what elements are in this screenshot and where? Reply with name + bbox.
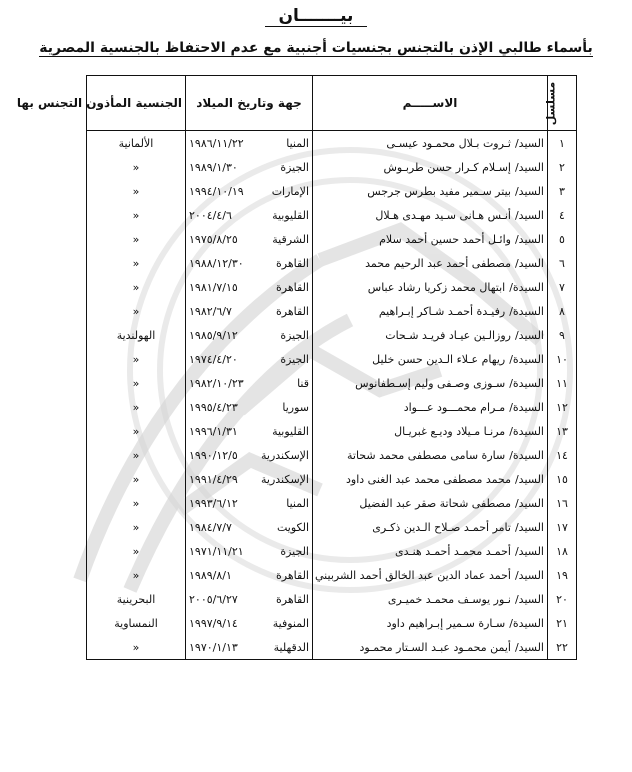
nationality-cell: « [87, 299, 186, 323]
person-name: سـوزى وصـفى وليم إسـطفانوس [355, 376, 506, 390]
nationality-cell: « [87, 563, 186, 587]
birth-date: ١٩٩٧/٩/١٤ [189, 616, 238, 630]
serial-cell: ١٠ [548, 347, 577, 371]
birth-date: ١٩٨٢/١٠/٢٣ [189, 376, 244, 390]
birth-place: الجيزة [280, 160, 309, 174]
birth-date: ١٩٨٢/٦/٧ [189, 304, 232, 318]
birth-date: ١٩٨٤/٧/٧ [189, 520, 232, 534]
table-row [87, 539, 577, 563]
birth-place: الدقهلية [273, 640, 309, 654]
honorific: السيد/ [514, 184, 544, 198]
table-row [87, 155, 577, 179]
serial-cell: ٥ [548, 227, 577, 251]
table-row [87, 179, 577, 203]
nationality-cell: « [87, 275, 186, 299]
serial-cell: ١١ [548, 371, 577, 395]
name-cell [313, 419, 548, 443]
name-cell [313, 539, 548, 563]
nationality-cell: « [87, 515, 186, 539]
person-name: ثـروت بـلال محمـود عيسـى [386, 136, 511, 150]
nationality-cell: الألمانية [87, 131, 186, 156]
name-cell [313, 611, 548, 635]
birth-place: الجيزة [280, 352, 309, 366]
name-cell [313, 131, 548, 156]
table-row [87, 371, 577, 395]
honorific: السيد/ [514, 160, 544, 174]
table-row [87, 275, 577, 299]
birth-place: الإسكندرية [261, 448, 309, 462]
person-name: سارة سامى مصطفى محمد شحاتة [347, 448, 506, 462]
birth-date: ١٩٩٤/١٠/١٩ [189, 184, 244, 198]
birth-place: الجيزة [280, 544, 309, 558]
honorific: السيد/ [514, 256, 544, 270]
name-cell [313, 371, 548, 395]
birth-cell [186, 563, 313, 587]
birth-cell [186, 395, 313, 419]
name-cell [313, 563, 548, 587]
birth-cell [186, 131, 313, 156]
birth-date: ١٩٩١/٤/٢٩ [189, 472, 238, 486]
birth-cell [186, 251, 313, 275]
serial-cell: ٦ [548, 251, 577, 275]
subtitle-text: بأسماء طالبي الإذن بالتجنس بجنسيات أجنبية مع عدم الاحتفاظ بالجنسية المصرية [39, 40, 593, 56]
person-name: رفيـدة أحمـد شـاكر إبـراهيم [378, 304, 506, 318]
name-cell [313, 323, 548, 347]
serial-cell: ١ [548, 131, 577, 156]
birth-place: القليوبية [272, 424, 309, 438]
person-name: مـرام محمـــود عـــواد [403, 400, 506, 414]
person-name: ريهام عـلاء الـدين حسن خليل [372, 352, 506, 366]
birth-place: القاهرة [276, 592, 309, 606]
person-name: مصطفى شحاتة صقر عبد الفضيل [359, 496, 511, 510]
honorific: السيد/ [514, 232, 544, 246]
honorific: السيد/ [514, 208, 544, 222]
honorific: السيدة/ [509, 400, 544, 414]
honorific: السيد/ [514, 592, 544, 606]
birth-place: الشرقية [272, 232, 309, 246]
serial-cell: ٩ [548, 323, 577, 347]
nationality-cell: « [87, 491, 186, 515]
table-row [87, 347, 577, 371]
nationality-cell: « [87, 251, 186, 275]
person-name: إسـلام كـرار حسن طربـوش [383, 160, 511, 174]
birth-cell [186, 467, 313, 491]
birth-date: ١٩٧٥/٨/٢٥ [189, 232, 238, 246]
serial-cell: ١٨ [548, 539, 577, 563]
honorific: السيد/ [514, 328, 544, 342]
table-row [87, 323, 577, 347]
person-name: مرنـا مـيلاد وديـع غبريـال [394, 424, 506, 438]
person-name: مصطفى أحمد عبد الرحيم محمد [365, 256, 511, 270]
name-cell [313, 227, 548, 251]
name-cell [313, 515, 548, 539]
birth-cell [186, 515, 313, 539]
serial-cell: ٣ [548, 179, 577, 203]
birth-cell [186, 275, 313, 299]
column-header-serial: مسلسل [548, 76, 577, 131]
name-cell [313, 155, 548, 179]
table-row [87, 131, 577, 156]
name-cell [313, 587, 548, 611]
nationality-cell: « [87, 179, 186, 203]
birth-place: المنيا [286, 496, 309, 510]
birth-date: ١٩٩٦/١/٣١ [189, 424, 238, 438]
birth-cell [186, 539, 313, 563]
serial-cell: ١٩ [548, 563, 577, 587]
birth-date: ١٩٨٥/٩/١٢ [189, 328, 238, 342]
nationality-cell: « [87, 419, 186, 443]
nationality-cell: « [87, 371, 186, 395]
nationality-cell: « [87, 635, 186, 660]
table-header-row [87, 76, 577, 131]
birth-place: الإسكندرية [261, 472, 309, 486]
person-name: أحمد عماد الدين عبد الخالق أحمد الشربيني [315, 568, 511, 582]
birth-cell [186, 587, 313, 611]
serial-cell: ١٤ [548, 443, 577, 467]
document-title [0, 6, 632, 26]
column-header-birth: جهة وتاريخ الميلاد [186, 76, 313, 131]
serial-cell: ٨ [548, 299, 577, 323]
serial-cell: ٢٠ [548, 587, 577, 611]
serial-cell: ٢ [548, 155, 577, 179]
birth-place: القاهرة [276, 256, 309, 270]
honorific: السيدة/ [509, 448, 544, 462]
person-name: أنـس هـانى سـيد مهـدى هـلال [375, 208, 511, 222]
birth-cell [186, 299, 313, 323]
birth-date: ١٩٩٣/٦/١٢ [189, 496, 238, 510]
birth-place: المنيا [286, 136, 309, 150]
birth-date: ١٩٩٥/٤/٢٣ [189, 400, 238, 414]
table-row [87, 299, 577, 323]
birth-date: ٢٠٠٤/٤/٦ [189, 208, 232, 222]
birth-cell [186, 203, 313, 227]
honorific: السيد/ [514, 520, 544, 534]
birth-place: القاهرة [276, 280, 309, 294]
birth-place: الكويت [276, 520, 309, 534]
birth-date: ١٩٨٩/٨/١ [189, 568, 232, 582]
serial-cell: ١٧ [548, 515, 577, 539]
honorific: السيدة/ [509, 352, 544, 366]
birth-date: ١٩٨١/٧/١٥ [189, 280, 238, 294]
birth-place: الجيزة [280, 328, 309, 342]
birth-place: المنوفية [272, 616, 309, 630]
birth-place: القليوبية [272, 208, 309, 222]
birth-cell [186, 419, 313, 443]
serial-cell: ١٣ [548, 419, 577, 443]
birth-place: الإمارات [271, 184, 309, 198]
birth-cell [186, 323, 313, 347]
birth-date: ١٩٧٠/١/١٣ [189, 640, 238, 654]
name-cell [313, 491, 548, 515]
column-header-name: الاســـــم [313, 76, 548, 131]
serial-cell: ٢٢ [548, 635, 577, 660]
birth-cell [186, 491, 313, 515]
birth-date: ٢٠٠٥/٦/٢٧ [189, 592, 238, 606]
name-cell [313, 275, 548, 299]
nationality-cell: « [87, 347, 186, 371]
nationality-cell: النمساوية [87, 611, 186, 635]
name-cell [313, 203, 548, 227]
birth-date: ١٩٨٦/١١/٢٢ [189, 136, 244, 150]
person-name: أيمن محمـود عبـد السـتار محمـود [359, 640, 511, 654]
nationality-cell: « [87, 155, 186, 179]
table-row [87, 419, 577, 443]
table-row [87, 587, 577, 611]
honorific: السيدة/ [509, 280, 544, 294]
name-cell [313, 443, 548, 467]
table-row [87, 251, 577, 275]
birth-cell [186, 635, 313, 660]
name-cell [313, 179, 548, 203]
table-row [87, 203, 577, 227]
nationality-cell: الهولندية [87, 323, 186, 347]
title-text: بيـــــــان [265, 6, 368, 27]
person-name: ابتهال محمد زكريا رشاد عباس [367, 280, 506, 294]
table-row [87, 491, 577, 515]
table-row [87, 611, 577, 635]
nationality-cell: البحرينية [87, 587, 186, 611]
serial-cell: ٧ [548, 275, 577, 299]
honorific: السيد/ [514, 640, 544, 654]
name-cell [313, 395, 548, 419]
table-row [87, 395, 577, 419]
name-cell [313, 467, 548, 491]
name-cell [313, 347, 548, 371]
birth-place: قنا [297, 376, 309, 390]
nationality-cell: « [87, 227, 186, 251]
birth-cell [186, 611, 313, 635]
person-name: أحمـد محمـد أحمـد هنـدى [394, 544, 511, 558]
birth-date: ١٩٧١/١١/٢١ [189, 544, 244, 558]
nationality-cell: « [87, 395, 186, 419]
honorific: السيد/ [514, 568, 544, 582]
name-cell [313, 299, 548, 323]
table-row [87, 443, 577, 467]
birth-cell [186, 371, 313, 395]
table-row [87, 635, 577, 660]
honorific: السيد/ [514, 496, 544, 510]
table-row [87, 467, 577, 491]
serial-cell: ٢١ [548, 611, 577, 635]
birth-cell [186, 155, 313, 179]
table-row [87, 227, 577, 251]
name-cell [313, 251, 548, 275]
table-row [87, 563, 577, 587]
birth-date: ١٩٨٩/١/٣٠ [189, 160, 238, 174]
serial-cell: ١٦ [548, 491, 577, 515]
birth-cell [186, 347, 313, 371]
honorific: السيدة/ [509, 376, 544, 390]
birth-place: القاهرة [276, 568, 309, 582]
column-header-nationality: الجنسية المأذون التجنس بها [87, 76, 186, 131]
birth-place: سوريا [282, 400, 309, 414]
birth-cell [186, 443, 313, 467]
nationality-cell: « [87, 443, 186, 467]
honorific: السيد/ [514, 472, 544, 486]
name-cell [313, 635, 548, 660]
table-row [87, 515, 577, 539]
honorific: السيدة/ [509, 424, 544, 438]
nationality-cell: « [87, 203, 186, 227]
birth-place: القاهرة [276, 304, 309, 318]
person-name: تامر أحمـد صـلاح الـدين ذكـرى [372, 520, 511, 534]
person-name: وائـل أحمد حسين أحمد سلام [379, 232, 511, 246]
person-name: روزالـين عيـاد فريـد شـحات [385, 328, 511, 342]
person-name: نـور يوسـف محمـد خميـرى [387, 592, 511, 606]
birth-date: ١٩٨٨/١٢/٣٠ [189, 256, 244, 270]
honorific: السيدة/ [509, 616, 544, 630]
document-subtitle [0, 40, 632, 56]
birth-date: ١٩٧٤/٤/٢٠ [189, 352, 238, 366]
serial-cell: ٤ [548, 203, 577, 227]
person-name: بيتر سـمير مفيد بطرس جرجس [367, 184, 511, 198]
honorific: السيدة/ [509, 304, 544, 318]
birth-cell [186, 227, 313, 251]
birth-cell [186, 179, 313, 203]
serial-cell: ١٥ [548, 467, 577, 491]
birth-date: ١٩٩٠/١٢/٥ [189, 448, 238, 462]
honorific: السيد/ [514, 136, 544, 150]
person-name: سـارة سـمير إبـراهيم داود [386, 616, 506, 630]
applicants-table [16, 75, 577, 660]
serial-cell: ١٢ [548, 395, 577, 419]
person-name: محمد مصطفى محمد عبد الغنى داود [346, 472, 511, 486]
nationality-cell: « [87, 467, 186, 491]
honorific: السيد/ [514, 544, 544, 558]
nationality-cell: « [87, 539, 186, 563]
